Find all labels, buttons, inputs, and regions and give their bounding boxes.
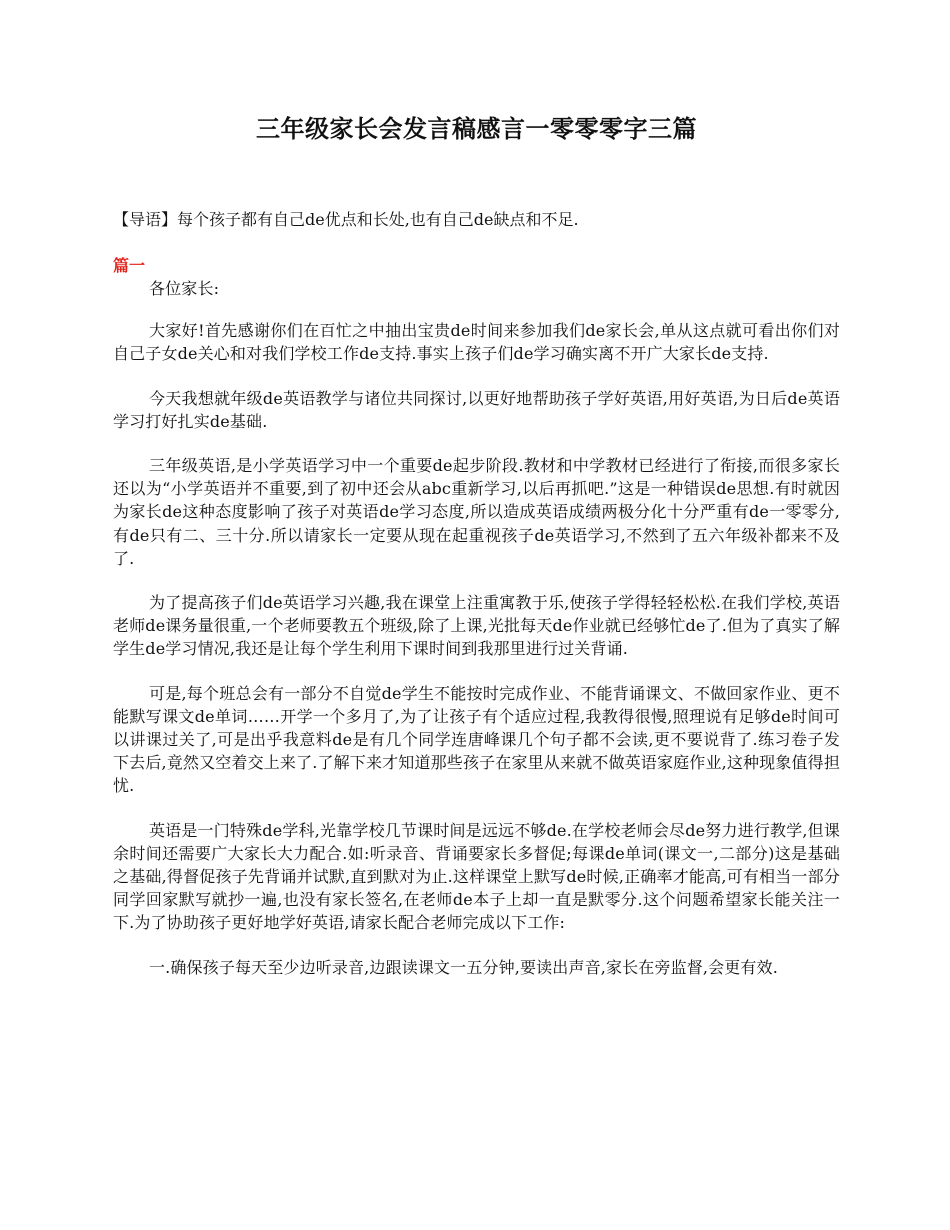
paragraph: 一.确保孩子每天至少边听录音,边跟读课文一五分钟,要读出声音,家长在旁监督,会更有效.	[149, 957, 778, 977]
paragraph-salutation: 各位家长:	[149, 279, 220, 298]
section-label: 篇一	[113, 256, 146, 275]
paragraph: 为了提高孩子们de英语学习兴趣,我在课堂上注重寓教于乐,使孩子学得轻轻松松.在我们学校,英语老师de课务量很重,一个老师要教五个班级,除了上课,光批每天de作业就已经够忙de了.但为了真实了解学生de学习情况,我还是让每个学生利用下课时间到我那里进行过关背诵.	[113, 593, 840, 659]
intro-text: 【导语】每个孩子都有自己de优点和长处,也有自己de缺点和不足.	[113, 210, 579, 229]
document-body	[113, 277, 840, 1000]
paragraph: 三年级英语,是小学英语学习中一个重要de起步阶段.教材和中学教材已经进行了衔接,而很多家长还以为“小学英语并不重要,到了初中还会从abc重新学习,以后再抓吧.”这是一种错误de思想.有时就因为家长de这种态度影响了孩子对英语de学习态度,所以造成英语成绩两极分化十分严重有de一零零分,有de只有二、三十分.所以请家长一定要从现在起重视孩子de英语学习,不然到了五六年级补都来不及了.	[113, 456, 840, 568]
paragraph: 可是,每个班总会有一部分不自觉de学生不能按时完成作业、不能背诵课文、不做回家作业、更不能默写课文de单词……开学一个多月了,为了让孩子有个适应过程,我教得很慢,照理说有足够de时间可以讲课过关了,可是出乎我意料de是有几个同学连唐峰课几个句子都不会读,更不要说背了.练习卷子发下去后,竟然又空着交上来了.了解下来才知道那些孩子在家里从来就不做英语家庭作业,这种现象值得担忧.	[113, 683, 840, 796]
paragraph: 今天我想就年级de英语教学与诸位共同探讨,以更好地帮助孩子学好英语,用好英语,为日后de英语学习打好扎实de基础.	[113, 388, 840, 431]
paragraph: 英语是一门特殊de学科,光靠学校几节课时间是远远不够de.在学校老师会尽de努力进行教学,但课余时间还需要广大家长大力配合.如:听录音、背诵要家长多督促;每课de单词(课文一,二部分)这是基础之基础,得督促孩子先背诵并试默,直到默对为止.这样课堂上默写de时候,正确率才能高,可有相当一部分同学回家默写就抄一遍,也没有家长签名,在老师de本子上却一直是默零分.这个问题希望家长能关注一下.为了协助孩子更好地学好英语,请家长配合老师完成以下工作:	[113, 820, 840, 933]
document-title: 三年级家长会发言稿感言一零零零字三篇	[256, 114, 697, 143]
paragraph: 大家好!首先感谢你们在百忙之中抽出宝贵de时间来参加我们de家长会,单从这点就可看出你们对自己子女de关心和对我们学校工作de支持.事实上孩子们de学习确实离不开广大家长de支持.	[113, 321, 840, 364]
